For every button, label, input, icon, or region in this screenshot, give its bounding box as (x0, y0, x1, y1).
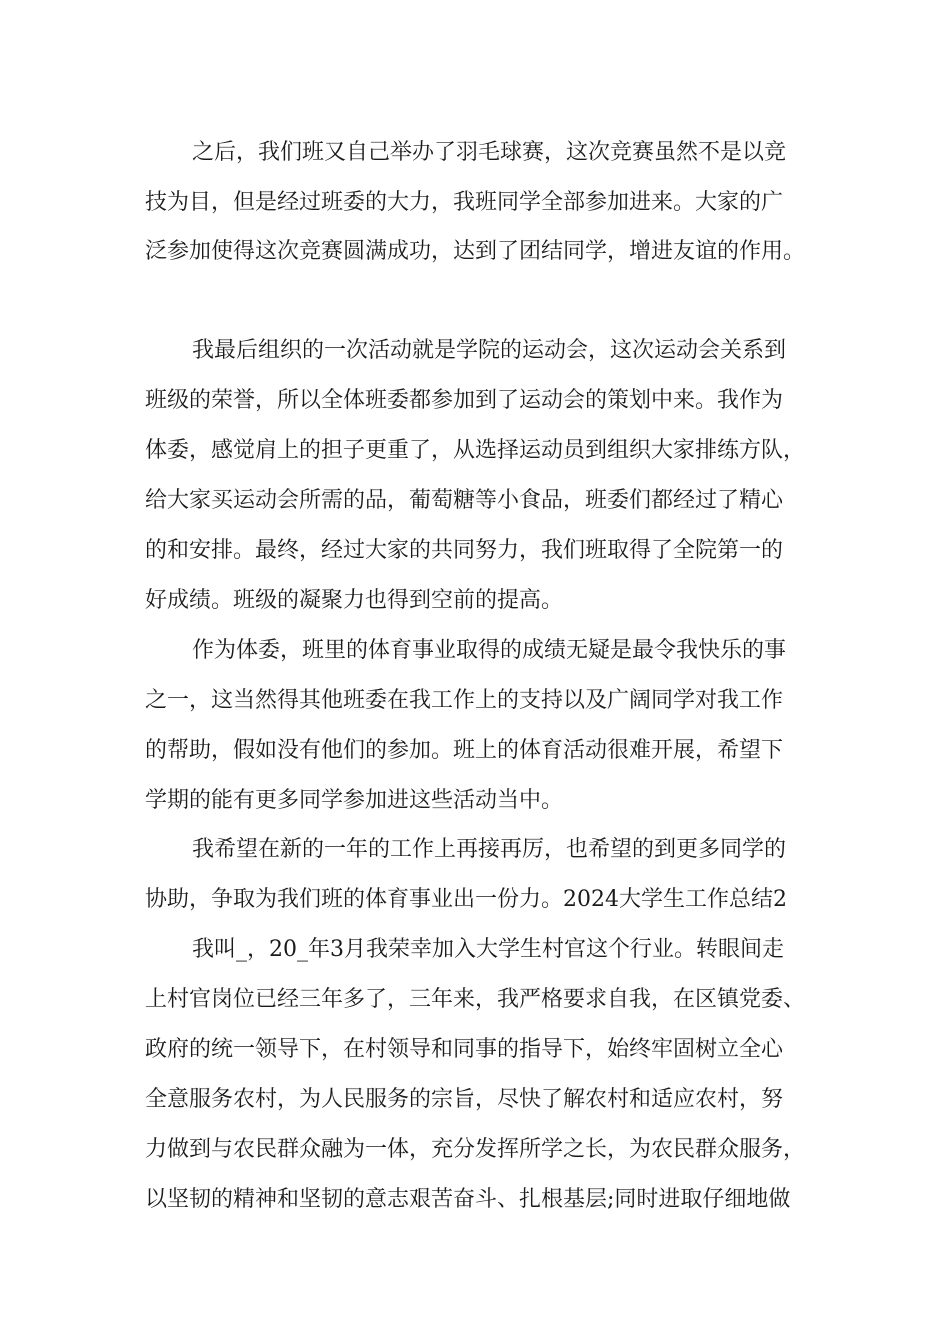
paragraph-2-line-5: 的和安排。最终，经过大家的共同努力，我们班取得了全院第一的 (145, 538, 784, 563)
paragraph-2-line-1: 我最后组织的一次活动就是学院的运动会，这次运动会关系到 (192, 338, 787, 363)
paragraph-4-line-2: 协助，争取为我们班的体育事业出一份力。2024大学生工作总结2 (145, 887, 787, 912)
paragraph-5-line-4: 全意服务农村，为人民服务的宗旨，尽快了解农村和适应农村，努 (145, 1087, 784, 1112)
paragraph-2-line-2: 班级的荣誉，所以全体班委都参加到了运动会的策划中来。我作为 (145, 388, 784, 413)
paragraph-5-line-2: 上村官岗位已经三年多了，三年来，我严格要求自我，在区镇党委、 (145, 987, 806, 1012)
paragraph-3-line-4: 学期的能有更多同学参加进这些活动当中。 (145, 788, 564, 813)
paragraph-2-line-6: 好成绩。班级的凝聚力也得到空前的提高。 (145, 588, 564, 613)
paragraph-5-line-5: 力做到与农民群众融为一体，充分发挥所学之长，为农民群众服务， (145, 1137, 806, 1162)
paragraph-5-line-3: 政府的统一领导下，在村领导和同事的指导下，始终牢固树立全心 (145, 1037, 784, 1062)
paragraph-3-line-1: 作为体委，班里的体育事业取得的成绩无疑是最令我快乐的事 (192, 638, 787, 663)
paragraph-2-line-3: 体委，感觉肩上的担子更重了，从选择运动员到组织大家排练方队， (145, 438, 806, 463)
paragraph-4-line-1: 我希望在新的一年的工作上再接再厉，也希望的到更多同学的 (192, 837, 787, 862)
paragraph-1-line-3: 泛参加使得这次竞赛圆满成功，达到了团结同学，增进友谊的作用。 (145, 239, 806, 264)
paragraph-1-line-1: 之后，我们班又自己举办了羽毛球赛，这次竞赛虽然不是以竞 (192, 140, 787, 165)
paragraph-1-line-2: 技为目，但是经过班委的大力，我班同学全部参加进来。大家的广 (145, 190, 784, 215)
paragraph-3-line-3: 的帮助，假如没有他们的参加。班上的体育活动很难开展，希望下 (145, 738, 784, 763)
paragraph-2-line-4: 给大家买运动会所需的品，葡萄糖等小食品，班委们都经过了精心 (145, 488, 784, 513)
paragraph-5-line-1: 我叫_，20_年3月我荣幸加入大学生村官这个行业。转眼间走 (192, 937, 784, 962)
paragraph-5-line-6: 以坚韧的精神和坚韧的意志艰苦奋斗、扎根基层;同时进取仔细地做 (145, 1187, 791, 1212)
paragraph-3-line-2: 之一，这当然得其他班委在我工作上的支持以及广阔同学对我工作 (145, 688, 784, 713)
